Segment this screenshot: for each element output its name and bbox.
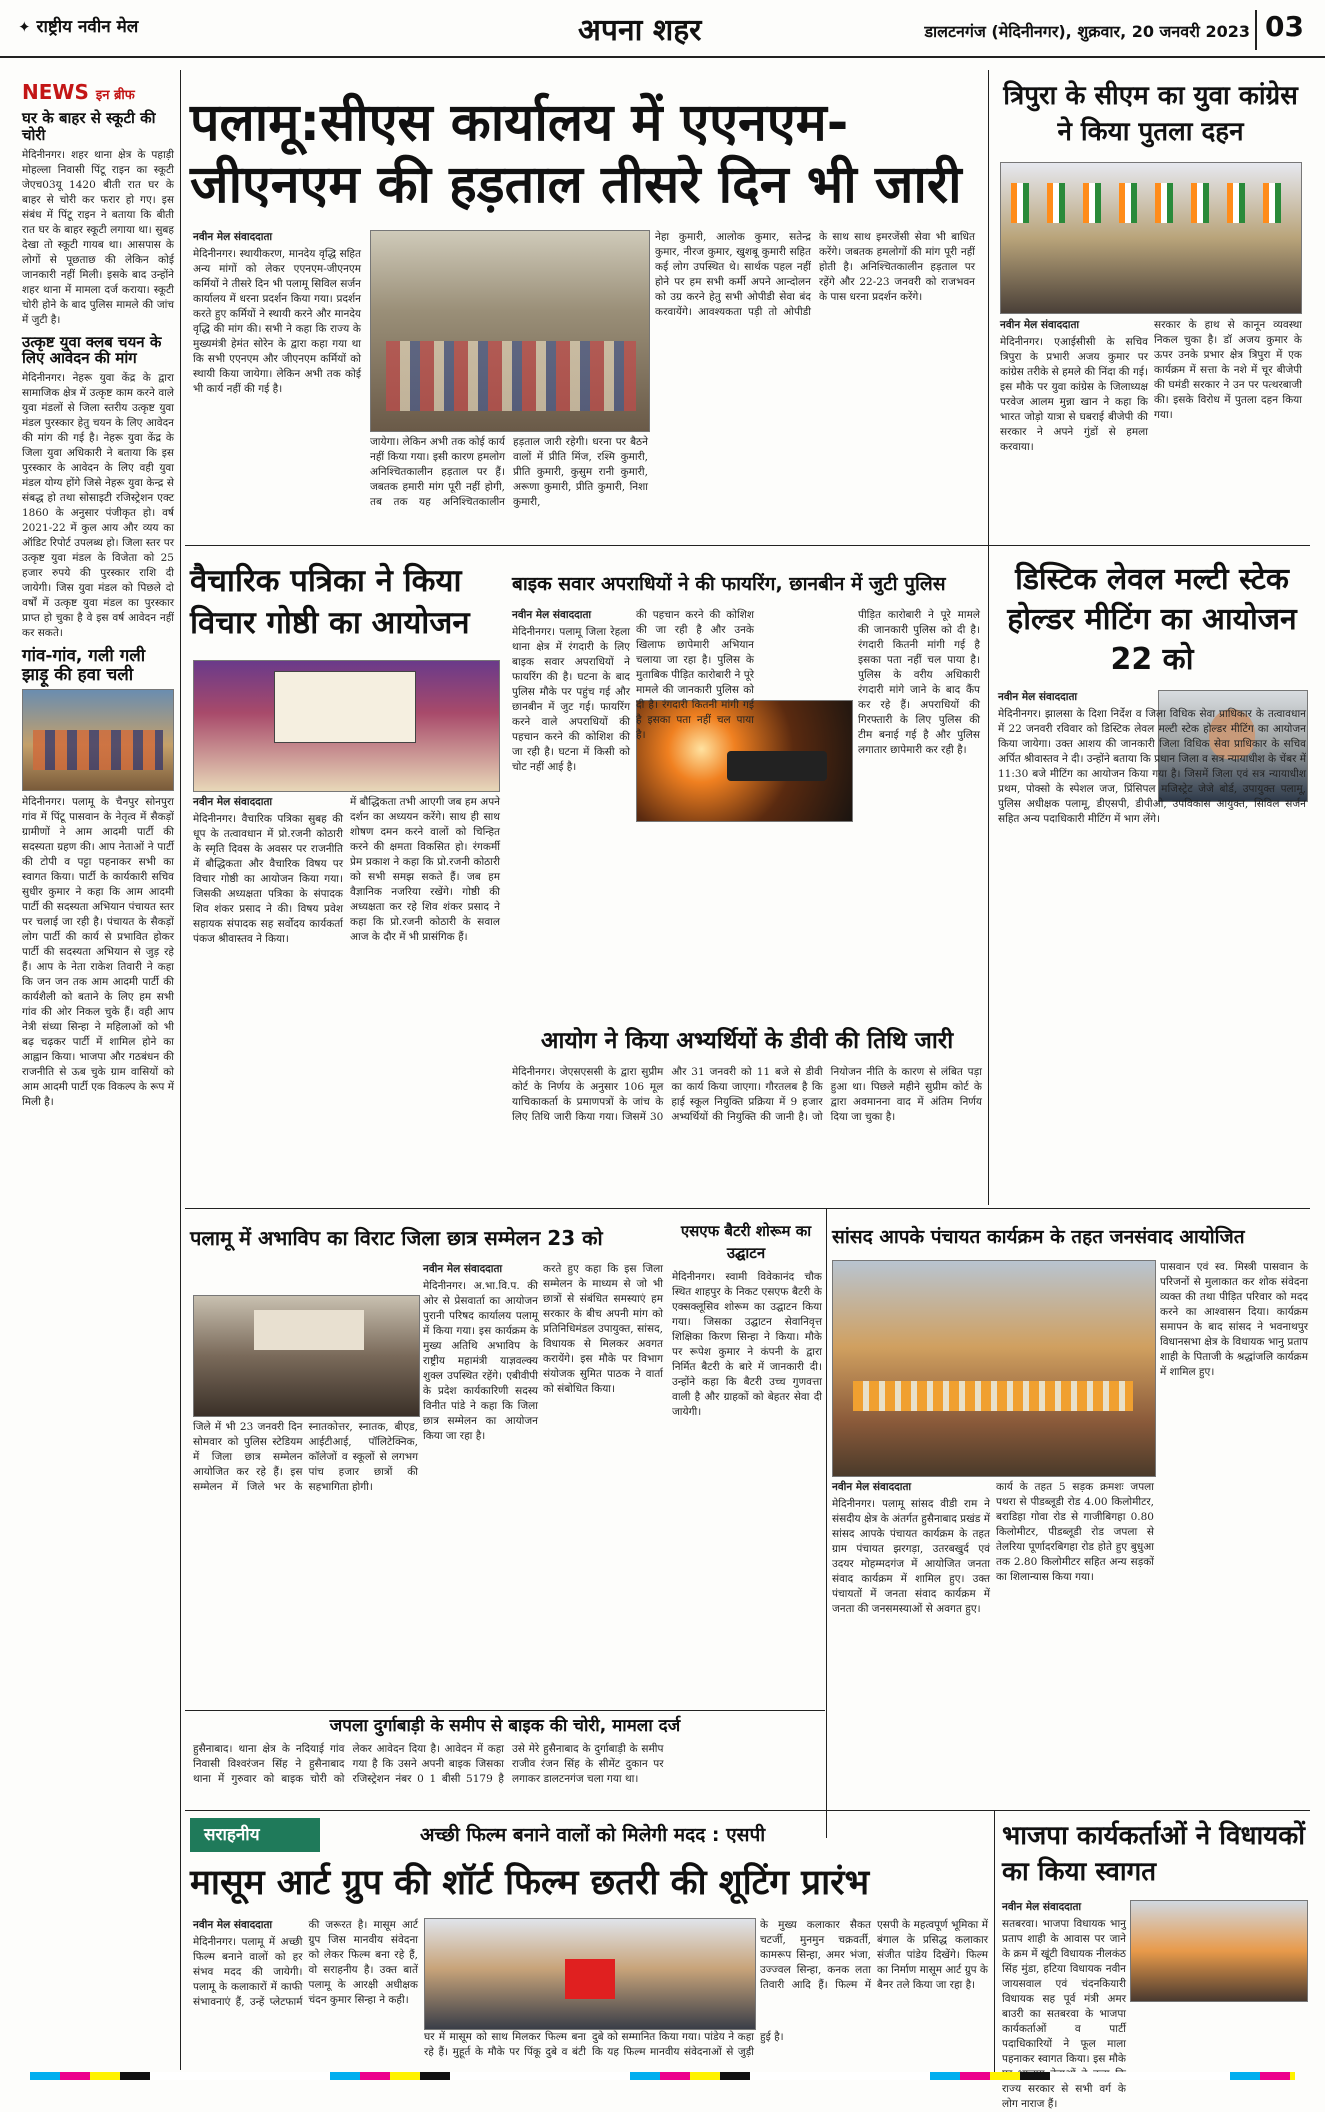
brief-title-scooty: घर के बाहर से स्कूटी की चोरी (22, 109, 156, 144)
lead-headline: पलामू:सीएस कार्यालय में एएनएम-जीएनएम की हड़ताल तीसरे दिन भी जारी (190, 93, 962, 215)
news-in-brief-sidebar (22, 80, 174, 2060)
film-subtitle: अच्छी फिल्म बनाने वालों को मिलेगी मदद : एसपी (420, 1824, 766, 1846)
district-byline: नवीन मेल संवाददाता (998, 691, 1078, 703)
bjp-left-divider (994, 1810, 995, 2075)
bjp-body: सतबरवा। भाजपा विधायक भानु प्रताप शाही के आवास पर जाने के क्रम में खूंटी विधायक नीलकंठ सिंह मुंडा, हटिया विधायक नवीन जायसवाल एवं चंदनकियारी विधायक सह पूर्व मंत्री अमर बाउरी का सतबरवा के भाजपा कार्यकर्ताओं व पार्टी पदाधिकारियों ने फूल माला पहनाकर स्वागत किया। इस मौके राज्य सरकार से सभी वर्ग के लोग नाराज हैं। (1002, 1918, 1126, 2110)
brief-title-aap: गांव-गांव, गली गली झाड़ू की हवा चली (22, 646, 146, 686)
sansad-left-divider (826, 1208, 827, 1838)
ayog-headline: आयोग ने किया अभ्यर्थियों के डीवी की तिथि जारी (540, 1028, 954, 1054)
vichar-col1 (193, 795, 343, 1095)
brief-text-aap: मेदिनीनगर। पलामू के चैनपुर सोनपुरा गांव में पिंटू पासवान के नेतृत्व में सैकड़ों ग्रामीणों ने आम आदमी पार्टी की सदस्यता ग्रहण की। आप नेताओं ने पार्टी की टोपी व पट्टा पहनाकर सभी का स्वागत किया। पार्टी के कार्यकारी सचिव सुधीर कुमार ने कहा कि आम आदमी पार्टी की सदस्यता अभियान पंचायत स्तर पर चलाई जा रही है। पंचायत के सैकड़ों लोग पार्टी की कार्य से प्रभावित होकर पार्टी की सदस्यता अभियान से जुड़ रहे हैं। आप के नेता राकेश तिवारी ने कहा कि जन जन तक आम आदमी पार्टी की कार्यशैली को बताने के लिए हम सभी गांव की ओर निकल चुके हैं। वही आप नेत्री संध्या सिन्हा ने महिलाओं को भी बढ़ चढ़कर पार्टी में शामिल होने का आह्वान किया। भाजपा और गठबंधन की राजनीति से ऊब चुके ग्राम वासियों को आम आदमी पार्टी एक विकल्प के रूप में मिली है। (22, 796, 174, 1109)
sansad-byline: नवीन मेल संवाददाता (832, 1481, 912, 1493)
lead-col2: जायेगा। लेकिन अभी तक कोई कार्य नहीं किया गया। इसी कारण हमलोग अनिश्चितकालीन हड़ताल पर हैं। जबतक हमारी मांग पूरी नहीं होगी, तब तक यह अनिश्चितकालीन हड़ताल जारी रहेगी। धरना पर बैठने वालों में प्रीति मिंज, रश्मि कुमारी, प्रीति कुमारी, कुसुम रानी कुमारी, अरूणा कुमारी, प्रीति कुमारी, निशा कुमारी, (370, 436, 648, 508)
goshthi-photo (193, 660, 500, 792)
film-col3: के मुख्य कलाकार सैकत चटर्जी, मुनमुन चक्रवर्ती, कामरूप सिन्हा, अमर भंजा, उज्ज्वल सिन्हा, कनक लता तिवारी आदि हैं। फिल्म में एसपी के महत्वपूर्ण भूमिका में बंगाल के प्रसिद्ध कलाकार संजीत पांडेय दिखेंगे। फिल्म का निर्माण मासूम आर्ट ग्रुप के बैनर तले किया जा रहा है। (760, 1919, 988, 1991)
bike-byline: नवीन मेल संवाददाता (512, 609, 592, 621)
ayog-text: मेदिनीनगर। जेएसएससी के द्वारा सुप्रीम कोर्ट के निर्णय के अनुसार 106 मूल याचिकाकर्ता के प्रमाणपत्रों के जांच के लिए तिथि जारी किया गया। जिसमें 30 और 31 जनवरी को 11 बजे से डीवी का कार्य किया जाएगा। गौरतलब है कि हाई स्कूल नियुक्ति प्रक्रिया में 9 हजार अभ्यर्थियों की नियुक्ति की जानी है। जो नियोजन नीति के कारण से लंबित पड़ा हुआ था। पिछले महीने सुप्रीम कोर्ट के द्वारा अवमानना वाद में अंतिम निर्णय दिया जा चुका है। (512, 1066, 982, 1123)
battery-text: मेदिनीनगर। स्वामी विवेकानंद चौक स्थित शाहपुर के निकट एसएफ बैटरी के एक्सक्लूसिव शोरूम का उद्घाटन किया गया। जिसका उद्घाटन सेवानिवृत्त शिक्षिका किरण सिन्हा ने किया। मौके पर रूपेश कुमार ने कंपनी के द्वारा निर्मित बैटरी के बारे में जानकारी दी। उन्होंने कहा कि बैटरी उच्च गुणवत्ता वाली है और ग्राहकों को बेहतर सेवा दी जायेगी। (672, 1271, 822, 1418)
film-kicker-label: सराहनीय (204, 1825, 260, 1845)
district-body: मेदिनीनगर। झालसा के दिशा निर्देश व जिला विधिक सेवा प्राधिकार के तत्वावधान में 22 जनवरी रविवार को डिस्टिक लेवल मल्टी स्टेक होल्डर मीटिंग का आयोजन किया जायेगा। उक्त आशय की जानकारी जिला विधिक सेवा प्राधिकार के सचिव अर्पित श्रीवास्तव ने दी। उन्होंने बताया कि प्रधान जिला व सत्र न्यायाधीश के चेंबर में 11:30 बजे मीटिंग का आयोजन किया गया है। जिसमें जिला एवं सत्र न्यायाधीश प्रथम, पोक्सो के स्पेशल जज, प्रिंसिपल मजिस्ट्रेट जेजे बोर्ड, उपायुक्त पलामू, पुलिस अधीक्षक पलामू, डीएसपी, डीपीओ, उपविकास आयुक्त, सिविल सर्जन सहित अन्य पदाधिकारी मीटिंग में भाग लेंगे। (998, 708, 1306, 825)
jupla-text: हुसैनाबाद। थाना क्षेत्र के नदियाई गांव निवासी विश्वरंजन सिंह ने हुसैनाबाद थाना में गुरुवार को बाइक चोरी को लेकर आवेदन दिया है। आवेदन में कहा गया है कि उसने अपनी बाइक जिसका रजिस्ट्रेशन नंबर 0 1 बीसी 5179 है उसे मेरे हुसैनाबाद के दुर्गाबाड़ी के समीप राजीव रंजन सिंह के सीमेंट दुकान पर लगाकर डालटनगंज चला गया था। (193, 1743, 664, 1785)
abvp-headline: पलामू में अभाविप का विराट जिला छात्र सम्मेलन 23 को (190, 1226, 603, 1250)
dateline: डालटनगंज (मेदिनीनगर), शुक्रवार, 20 जनवरी 2023 (924, 22, 1250, 41)
district-text (998, 690, 1306, 1200)
film-photo (424, 1918, 756, 2030)
film-headline: मासूम आर्ट ग्रुप की शॉर्ट फिल्म छतरी की शूटिंग प्रारंभ (190, 1863, 870, 1903)
film-text-1: मेदिनीनगर। पलामू में अच्छी फिल्म बनाने वालों को हर संभव मदद की जायेगी। पलामू के कलाकारों में काफी संभावनाएं हैं, उन्हें प्लेटफार्म की जरूरत है। मासूम आर्ट ग्रुप जिस मानवीय संवेदना को लेकर फिल्म बना रहे हैं, वो सराहनीय है। उक्त बातें पलामू के आरक्षी अधीक्षक चंदन कुमार सिन्हा ने कही। (193, 1919, 418, 2008)
bjp-photo (1130, 1900, 1308, 2002)
masthead (0, 0, 1325, 58)
bike-col2: की पहचान करने की कोशिश की जा रही है और उनके खिलाफ छापेमारी अभियान चलाया जा रहा है। पुलिस के मुताबिक पीड़ित कारोबारी ने पूरे मामले की जानकारी पुलिस को दी है। रंगदारी कितनी मांगी गई है इसका पता नहीं चल पाया है। (636, 609, 754, 741)
lead-text-1: मेदिनीनगर। स्थायीकरण, मानदेय वृद्धि सहित अन्य मांगों को लेकर एएनएम-जीएनएम कर्मियों ने तीसरे दिन भी पलामू सिविल सर्जन कार्यालय में धरना प्रदर्शन किया गया। प्रदर्शन करते हुए कर्मियों ने स्थायी करने और मानदेय वृद्धि की मांग की। सभी ने कहा कि राज्य के मुख्यमंत्री हेमंत सोरेन के द्वारा कहा गया था कि सभी एएनएम और जीएनएम कर्मियों को स्थायी किया जायेगा। लेकिन अभी तक कोई भी कार्य नहीं की गई है। (193, 248, 361, 395)
abvp-col-c: करते हुए कहा कि इस जिला सम्मेलन के माध्यम से जो भी छात्रों से संबंधित समस्याएं हम सरकार के बीच अपनी मांग को प्रतिनिधिमंडल उपायुक्त, सांसद, विधायक से मिलकर अवगत करायेंगे। इस मौके पर विभाग संयोजक सुमित पाठक ने वार्ता को संबोधित किया। (543, 1263, 663, 1395)
row2-divider (185, 1208, 1310, 1209)
brief-label: इन ब्रीफ (95, 88, 135, 103)
aap-photo (22, 689, 174, 791)
sansad-col2: कार्य के तहत 5 सड़क क्रमशः जपला पथरा से पीडब्लूडी रोड 4.00 किलोमीटर, बराडिहा गोवा रोड से गाजीबिगहा 0.80 किलोमीटर, पीडब्लूडी रोड जपला से तेलरिया पूर्णादरबिगहा रोड होते हुए बुधुआ तक 2.80 किलोमीटर सहित अन्य सड़कों का शिलान्यास किया गया। (996, 1481, 1154, 1583)
brief-title-youth-club: उत्कृष्ट युवा क्लब चयन के लिए आवेदन की मांग (22, 332, 162, 368)
paper-name: राष्ट्रीय नवीन मेल (36, 17, 139, 37)
paper-logo (18, 14, 198, 44)
section-name: अपना शहर (578, 13, 702, 48)
sansad-text-1: मेदिनीनगर। पलामू सांसद वीडी राम ने संसदीय क्षेत्र के अंतर्गत हुसैनाबाद प्रखंड में सांसद आपके पंचायत कार्यक्रम के तहत ग्राम पंचायत झरगड़ा, उतरबखुर्द एवं उदयर मोहम्मदगंज में आयोजित जनता संवाद कार्यक्रम में शामिल हुए। उक्त पंचायतों में जनता संवाद कार्यक्रम में जनता की जनसमस्याओं से अवगत हुए। (832, 1498, 990, 1615)
battery-headline: एसएफ बैटरी शोरूम का उद्घाटन (680, 1222, 812, 1262)
film-col2: घर में मासूम को साथ मिलकर फिल्म बना रहे हैं। मुहूर्त के मौके पर पिंकू दुबे व बंटी दुबे को सम्मानित किया गया। पांडेय ने कहा कि यह फिल्म मानवीय संवेदनाओं से जुड़ी हुई है। (424, 2031, 784, 2058)
lead-col1 (193, 230, 361, 530)
tripura-text-1: मेदिनीनगर। एआईसीसी के सचिव त्रिपुरा के प्रभारी अजय कुमार पर कांग्रेस तरीके से हमले की निंदा की गई। इस मौके पर युवा कांग्रेस के जिलाध्यक्ष परवेज आलम मुन्ना खान ने कहा कि भारत जोड़ो यात्रा से घबराई बीजेपी की सरकार ने अपने गुंडों से हमला करवाया। (1000, 336, 1148, 453)
abvp-col-b: जिले में भी 23 जनवरी दिन सोमवार को पुलिस स्टेडियम में जिला छात्र सम्मेलन आयोजित कर रहे हैं। इस सम्मेलन में जिले भर के स्नातकोत्तर, स्नातक, बीएड, आईटीआई, पॉलिटेक्निक, कॉलेजों व स्कूलों से लगभग पांच हजार छात्रों की सहभागिता होगी। (193, 1421, 418, 1493)
bike-col1 (512, 608, 630, 1018)
bird-icon: ✦ (18, 18, 31, 36)
brief-text-scooty: मेदिनीनगर। शहर थाना क्षेत्र के पहाड़ी मोहल्ला निवासी पिंटू राइन का स्कूटी जेएच03यू 1420 बीती रात घर के बाहर से चोरी कर फरार हो गए। इस संबंध में पिंटू राइन ने बताया कि बीती रात घर के बाहर स्कूटी लगाया था। सुबह देखा तो स्कूटी गायब था। आसपास के लोगों से पूछताछ की लेकिन कोई जानकारी नहीं मिली। इसके बाद उन्होंने शहर थाना में मामला दर्ज कराया। स्कूटी चोरी होने के बाद पुलिस मामले की जांच में जुटी है। (22, 148, 174, 326)
news-brief-header (22, 80, 174, 104)
page-number: 03 (1255, 10, 1315, 50)
bike-text-1: मेदिनीनगर। पलामू जिला रेहला थाना क्षेत्र में रंगदारी के लिए बाइक सवार अपराधियों ने फायरिंग की है। घटना के बाद पुलिस मौके पर पहुंच गई और छानबीन में जुट गई। फायरिंग करने वाले अपराधियों की पहचान करने की कोशिश की जा रही है। घटना में किसी को चोट नहीं आई है। (512, 626, 630, 773)
vichar-text-2: मेदिनीनगर। वैचारिक पत्रिका सुबह की धूप के तत्वावधान में प्रो.रजनी कोठारी के स्मृति दिवस के अवसर पर राजनीति में बौद्धिकता और वैचारिक विषय पर विचार गोष्ठी का आयोजन किया गया। जिसकी अध्यक्षता पत्रिका के संपादक शिव शंकर प्रसाद ने की। विषय प्रवेश सहायक संपादक सह सर्वोदय कार्यकर्ता पंकज श्रीवास्तव ने किया। (193, 813, 343, 945)
row2-right-divider (988, 545, 989, 1205)
sansad-col3: पासवान एवं स्व. मिस्त्री पासवान के परिजनों से मुलाकात कर शोक संवेदना व्यक्त की तथा पीड़ित परिवार को मदद करने का आश्वासन दिया। कार्यक्रम समापन के बाद सांसद ने भवनाथपुर विधानसभा क्षेत्र के विधायक भानु प्रताप शाही के पिताजी के श्रद्धांजलि कार्यक्रम में शामिल हुए। (1160, 1261, 1308, 1378)
film-col1 (193, 1918, 418, 2068)
vichar-col2: में बौद्धिकता तभी आएगी जब हम अपने दर्शन का अध्ययन करेंगे। साथ ही साथ शोषण दमन करने वालों को चिन्हित करने की क्षमता विकसित हो। रंगकर्मी प्रेम प्रकाश ने कहा कि प्रो.रजनी कोठारी को सभी समझ सकते हैं। जब हम वैज्ञानिक नजरिया रखेंगे। गोष्ठी की अध्यक्षता कर रहे शिव शंकर प्रसाद ने कहा कि प्रो.रजनी कोठारी के सवाल आज के दौर में भी प्रासंगिक हैं। (350, 796, 500, 943)
bjp-headline: भाजपा कार्यकर्ताओं ने विधायकों का किया स्वागत (1002, 1821, 1305, 1887)
sansad-photo (832, 1260, 1156, 1477)
film-kicker (190, 1818, 320, 1852)
bike-col3: पीड़ित कारोबारी ने पूरे मामले की जानकारी पुलिस को दी है। रंगदारी कितनी मांगी गई है इसका पता नहीं चल पाया है। पुलिस के वरीय अधिकारी रंगदारी मांगे जाने के बाद कैंप कर रहे हैं। अपराधियों की गिरफ्तारी के लिए पुलिस की टीम बनाई गई है और पुलिस लगातार छापेमारी कर रही है। (858, 609, 980, 756)
tripura-col1 (1000, 318, 1148, 538)
film-byline: नवीन मेल संवाददाता (193, 1919, 273, 1931)
vichar-headline: वैचारिक पत्रिका ने किया विचार गोष्ठी का आयोजन (190, 563, 470, 641)
sansad-headline: सांसद आपके पंचायत कार्यक्रम के तहत जनसंवाद आयोजित (832, 1226, 1245, 1248)
sidebar-divider (180, 70, 181, 2070)
abvp-photo (193, 1295, 420, 1417)
brief-text-youth-club: मेदिनीनगर। नेहरू युवा केंद्र के द्वारा सामाजिक क्षेत्र में उत्कृष्ट काम करने वाले युवा मंडलों से जिला स्तरीय उत्कृष्ट युवा मंडल पुरस्कार हेतु चयन के लिए आवेदन की मांग की गई है। नेहरू युवा केंद्र के जिला युवा अधिकारी ने बताया कि इस पुरस्कार के आवेदन के लिए वही युवा मंडल योग्य होंगे जिसे नेहरू युवा केन्द्र से संबद्ध हो तथा सोसाइटी रजिस्ट्रेशन एक्ट 1860 के अनुसार पंजीकृत हो। वर्ष 2021-22 में कुल आय और व्यय का ऑडिट रिपोर्ट उपलब्ध हो। जिला स्तर पर उत्कृष्ट युवा मंडल के विजेता को 25 हजार रुपये की पुरस्कार राशि दी जायेगी। जिस युवा मंडल को पिछले दो वर्षों में उत्कृष्ट युवा मंडल का पुरस्कार प्राप्त हो चुका है वे इस वर्ष आवेदन नहीं कर सकते। (22, 372, 174, 640)
abvp-col-a (423, 1262, 538, 1712)
tripura-byline: नवीन मेल संवाददाता (1000, 319, 1080, 331)
sansad-col1 (832, 1480, 990, 1805)
row1-divider (185, 545, 1310, 546)
bjp-byline: नवीन मेल संवाददाता (1002, 1901, 1082, 1913)
jupla-top-rule (185, 1710, 825, 1711)
news-label: NEWS (22, 80, 89, 104)
strike-photo (370, 230, 650, 432)
bjp-text (1002, 1900, 1126, 2110)
abvp-byline: नवीन मेल संवाददाता (423, 1263, 503, 1275)
jupla-headline: जपला दुर्गाबाड़ी के समीप से बाइक की चोरी, मामला दर्ज (329, 1716, 681, 1736)
lead-right-divider (988, 70, 989, 545)
district-headline: डिस्टिक लेवल मल्टी स्टेक होल्डर मीटिंग का आयोजन 22 को (1007, 562, 1297, 677)
bike-headline: बाइक सवार अपराधियों ने की फायरिंग, छानबीन में जुटी पुलिस (512, 573, 946, 595)
footer-color-bar (30, 2072, 1295, 2080)
tripura-headline: त्रिपुरा के सीएम का युवा कांग्रेस ने किया पुतला दहन (1003, 81, 1298, 147)
tripura-photo (1000, 162, 1302, 314)
tripura-col2: सरकार के हाथ से कानून व्यवस्था निकल चुका है। डॉ अजय कुमार के ऊपर उनके प्रभार क्षेत्र त्रिपुरा में एक कार्यक्रम में सत्ता के नशे में चूर बीजेपी की घमंडी सरकार ने उन पर पत्थरबाजी की। इसके विरोध में पुतला दहन किया गया। (1154, 319, 1302, 421)
lead-col3: नेहा कुमारी, आलोक कुमार, सतेन्द्र कुमार, नीरज कुमार, खुशबू कुमारी सहित कई लोग उपस्थित थे। सार्थक पहल नहीं होने पर हम सभी कर्मी अपने आन्दोलन को उग्र करने हेतु सभी ओपीडी सेवा बंद करवायेंगे। आवश्यकता पड़ी तो ओपीडी के साथ साथ इमरजेंसी सेवा भी बाधित करेंगे। जबतक हमलोगों की मांग पूरी नहीं होती है। अनिश्चितकालीन हड़ताल पर रहेंगे और 22-23 जनवरी को राजभवन के पास धरना प्रदर्शन करेंगे। (655, 231, 975, 318)
vichar-byline: नवीन मेल संवाददाता (193, 796, 273, 808)
abvp-text-1: मेदिनीनगर। अ.भा.वि.प. की ओर से प्रेसवार्ता का आयोजन पुरानी परिषद कार्यालय पलामू में किया गया। इस कार्यक्रम के मुख्य अतिथि अभाविप के राष्ट्रीय महामंत्री याज्ञवल्क्य शुक्ल उपस्थित रहेंगे। एबीवीपी के प्रदेश कार्यकारिणी सदस्य विनीत पांडे ने कहा कि जिला छात्र सम्मेलन का आयोजन किया जा रहा है। (423, 1280, 538, 1442)
row3-divider (185, 1810, 1310, 1811)
lead-byline: नवीन मेल संवाददाता (193, 231, 273, 243)
